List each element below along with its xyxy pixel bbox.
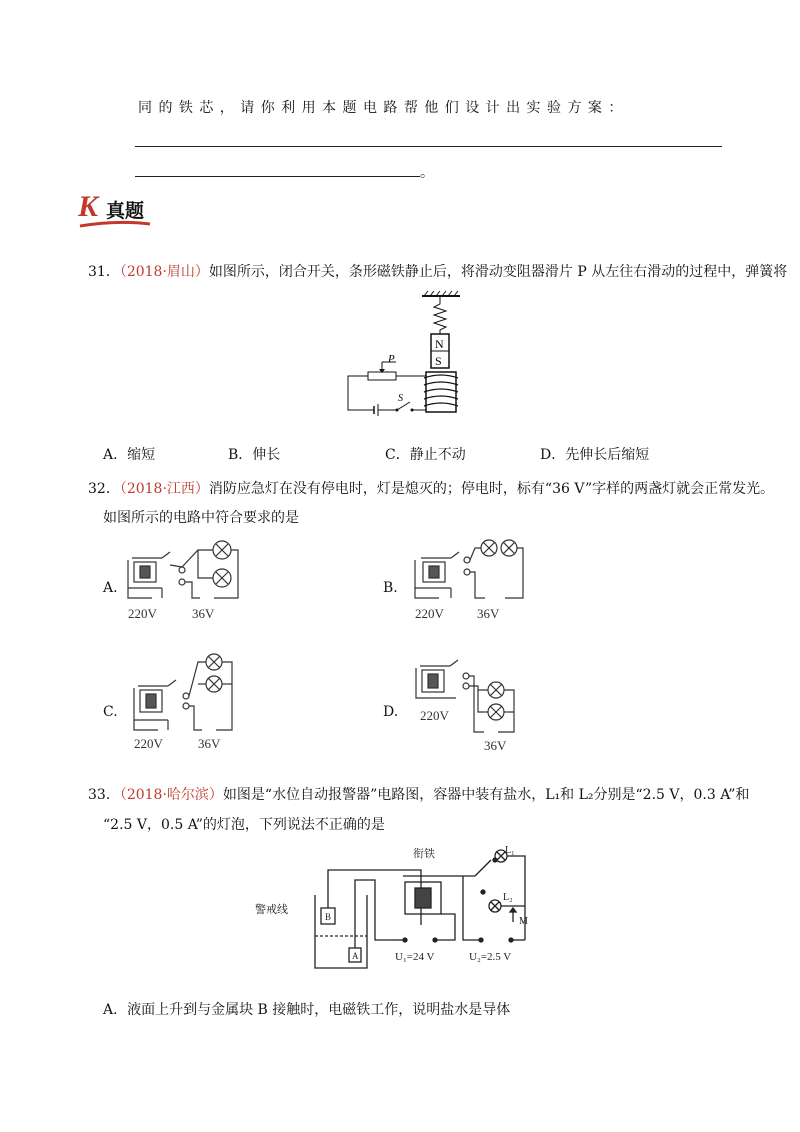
q31-number: 31．: [88, 264, 120, 280]
q31-option-b[interactable]: B．伸长: [228, 447, 281, 463]
q33-figure: [255, 840, 545, 975]
q32-d-v1: 220V: [420, 708, 449, 723]
intro-text: 同 的 铁 芯 ， 请 你 利 用 本 题 电 路 帮 他 们 设 计 出 实 验 方 案 ：: [138, 100, 624, 116]
q32-option-a-letter[interactable]: A.: [103, 580, 118, 596]
q32-stem-line2: 如图所示的电路中符合要求的是: [103, 510, 299, 526]
q33-label-l1: L₁: [505, 845, 515, 856]
q31-label-n: N: [435, 337, 444, 351]
q32-option-b-letter[interactable]: B.: [383, 580, 398, 596]
q32-d-v2: 36V: [484, 738, 507, 753]
q33-source: （2018·哈尔滨）: [119, 787, 223, 803]
q33-label-m: M: [519, 916, 528, 927]
q31-label-p: P: [388, 353, 395, 365]
q31-option-c[interactable]: C．静止不动: [385, 447, 466, 463]
q31-label-switch: S: [398, 393, 403, 404]
q32-option-d-figure[interactable]: [408, 650, 538, 755]
q32-option-d-letter[interactable]: D.: [383, 704, 399, 720]
q31-stem: 如图所示，闭合开关，条形磁铁静止后，将滑动变阻器滑片 P 从左往右滑动的过程中，弹簧将: [208, 264, 788, 280]
q31-stem-line: [88, 262, 787, 282]
q33-stem-line1: [88, 785, 749, 805]
q32-b-v1: 220V: [415, 606, 444, 621]
end-mark: 。: [420, 165, 434, 181]
section-letter: K: [78, 190, 99, 223]
section-header-graphic: [78, 190, 158, 230]
q33-label-a: A: [352, 951, 359, 961]
q31-option-a[interactable]: A．缩短: [103, 447, 156, 463]
q32-stem-line1: [88, 479, 774, 499]
q33-label-u2: U₂=2.5 V: [469, 951, 512, 963]
q32-c-v1: 220V: [134, 736, 163, 751]
section-title: 真题: [106, 200, 145, 222]
q32-option-c-letter[interactable]: C.: [103, 704, 118, 720]
q32-stem: 消防应急灯在没有停电时，灯是熄灭的；停电时，标有“36 V”字样的两盏灯就会正常发光。: [208, 481, 775, 497]
q32-c-v2: 36V: [198, 736, 221, 751]
q32-a-v1: 220V: [128, 606, 157, 621]
q33-stem-line2: “2.5 V，0.5 A”的灯泡，下列说法不正确的是: [103, 817, 385, 833]
q33-stem: 如图是“水位自动报警器”电路图，容器中装有盐水，L₁和 L₂分别是“2.5 V，0.3 A”和: [222, 787, 750, 803]
answer-blank-line-short: [135, 176, 420, 177]
q32-a-v2: 36V: [192, 606, 215, 621]
q33-label-b: B: [325, 912, 332, 922]
q32-option-b-figure[interactable]: [405, 530, 535, 625]
q33-number: 33．: [88, 787, 120, 803]
q31-source: （2018·眉山）: [119, 264, 209, 280]
q33-option-a[interactable]: A．液面上升到与金属块 B 接触时，电磁铁工作，说明盐水是导体: [103, 1002, 511, 1018]
q33-label-armature: 衔铁: [413, 848, 435, 860]
q31-figure: [340, 290, 470, 420]
q33-label-l2: L₂: [503, 892, 513, 903]
answer-blank-line: [135, 146, 722, 147]
q32-b-v2: 36V: [477, 606, 500, 621]
q32-option-c-figure[interactable]: [128, 648, 248, 753]
q32-source: （2018·江西）: [119, 481, 209, 497]
section-header: [78, 190, 158, 230]
q31-label-s: S: [435, 354, 442, 368]
q32-number: 32．: [88, 481, 120, 497]
q33-label-u1: U₁=24 V: [395, 951, 435, 963]
q32-option-a-figure[interactable]: [122, 530, 252, 625]
q31-option-d[interactable]: D．先伸长后缩短: [540, 447, 650, 463]
q33-label-warning: 警戒线: [255, 904, 288, 916]
